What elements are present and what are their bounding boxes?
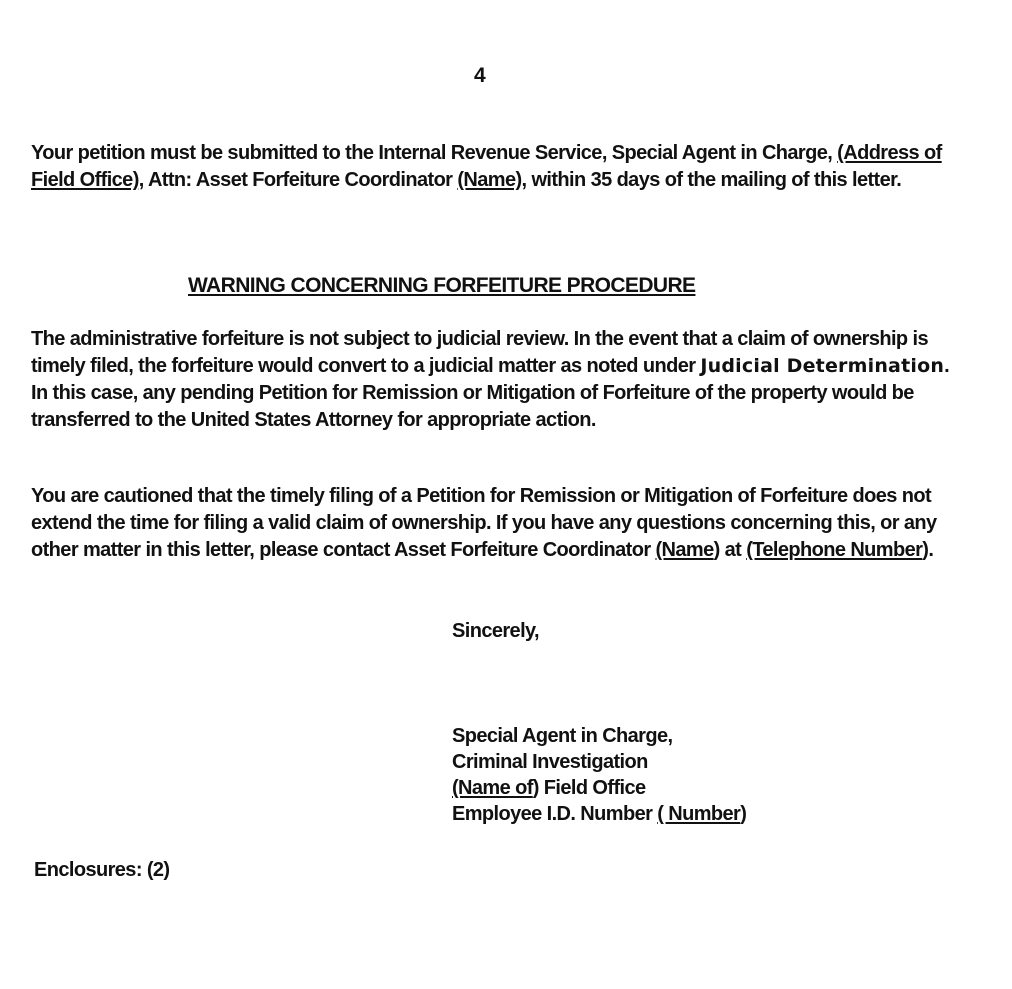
caution-text-2: ) at [713, 539, 747, 561]
contact-name-placeholder: (Name [655, 539, 714, 561]
signature-title: Special Agent in Charge, [452, 725, 673, 747]
employee-id-end: ) [740, 803, 747, 825]
procedure-text-1: The administrative forfeiture is not subject to judicial review. In the event that a claim of ownership is timely filed, the forfeiture would convert to a judicial matter as noted under [31, 328, 928, 377]
field-office-address-placeholder: (Address of Field Office) [31, 142, 942, 191]
page-number: 4 [474, 64, 486, 87]
signature-division: Criminal Investigation [452, 751, 648, 773]
signature-block [452, 723, 746, 827]
warning-heading: WARNING CONCERNING FORFEITURE PROCEDURE [188, 274, 696, 297]
office-suffix: ) Field Office [532, 777, 646, 799]
signature-office [452, 775, 746, 801]
caution-text-1: You are cautioned that the timely filing of a Petition for Remission or Mitigation of Forfeiture does not extend the time for filing a valid claim of ownership. If you have any questions concerning this, or any other matter in this letter, please contact Asset Forfeiture Coordinator [31, 485, 937, 561]
caution-text-3: ). [922, 539, 934, 561]
petition-text-3: , within 35 days of the mailing of this letter. [521, 169, 902, 191]
judicial-determination-term: Judicial Determination [700, 355, 945, 377]
employee-id-label: Employee I.D. Number [452, 803, 658, 825]
telephone-number-placeholder: (Telephone Number [746, 539, 923, 561]
coordinator-name-placeholder: (Name) [457, 169, 522, 191]
petition-text-1: Your petition must be submitted to the Internal Revenue Service, Special Agent in Charge, [31, 142, 838, 164]
forfeiture-procedure-paragraph [31, 326, 961, 434]
signature-employee-id [452, 801, 746, 827]
employee-number-placeholder: ( Number [657, 803, 741, 825]
procedure-text-2: . In this case, any pending Petition for Remission or Mitigation of Forfeiture of the property would be transferred to the United States Attorney for appropriate action. [31, 355, 950, 431]
office-name-placeholder: (Name of [452, 777, 533, 799]
enclosures-note: Enclosures: (2) [34, 859, 170, 881]
closing-salutation: Sincerely, [452, 620, 540, 642]
caution-paragraph [31, 483, 961, 564]
petition-text-2: , Attn: Asset Forfeiture Coordinator [138, 169, 458, 191]
petition-paragraph [31, 140, 961, 194]
